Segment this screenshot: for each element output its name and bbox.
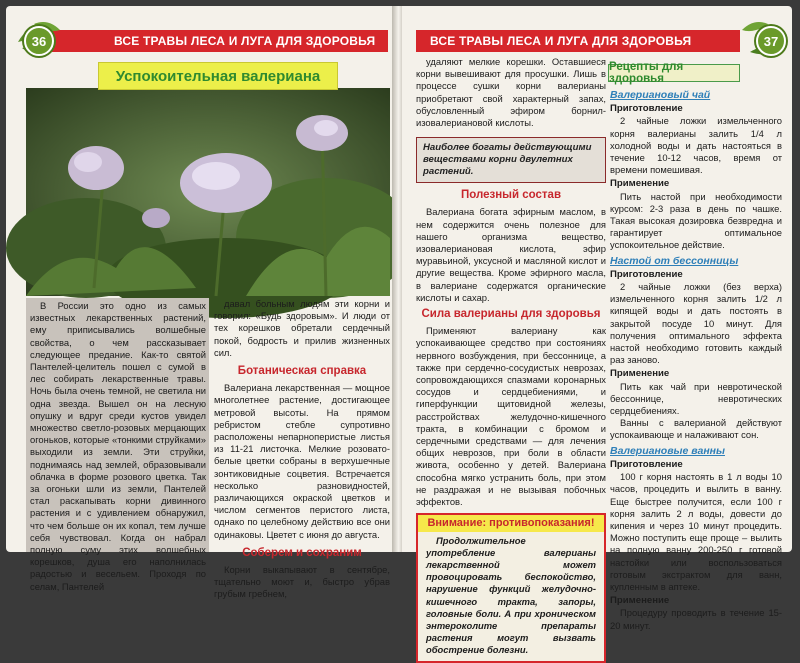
recipe-label: Применение	[610, 178, 670, 190]
valerian-photo	[26, 88, 390, 296]
warning-text: Продолжительное употребление валерианы лекарственной может провоцировать беспокойство, нарушение функций желудочно-кишечного тракта, запоры, головные боли. А при хроническом энтероколите препараты растения могут вызвать обострение болезни.	[426, 534, 596, 656]
recipe-text: Процедуру проводить в течение 15-20 минут.	[610, 607, 782, 631]
recipe-text: 2 чайные ложки измельченного корня валерианы залить 1/4 л холодной воды и дать настояться в течение 10-12 часов, время от времени помешивая.	[610, 115, 782, 176]
collect-heading: Соберем и сохраним	[242, 546, 362, 559]
recipes-title: Рецепты для здоровья	[608, 64, 740, 82]
recipe-title-baths: Валериановые ванны	[610, 444, 725, 457]
collect-text: Корни выкапывают в сентябре, тщательно моют и, быстро убрав грубым гребнем,	[214, 564, 390, 600]
legend-text-1: В России это одно из самых известных лекарственных растений, ему приписывались волшебные свойства, о чем рассказывает следующее предание. Как-то святой Пантелей-целитель пошел с сумой в лес собирать лекарственные травы. Ночь была очень темной, не светила ни одна звезда. Вышел он на лесную опушку и вдруг среди кустов увидел множество светло-розовых мерцающих огоньков, которые «тонкими струйками» выходили из земли. Эти струйки, поднимаясь над землей, образовывали облачка в форме розового цветка. Так за огоньки шли из земли, Пантелей стал раскапывать корни дивинного растения и с удивлением обнаружил, что чем больше он их копал, тем лучше себя чувствовал. Когда он набрал полную суму этих волшебных корешков, душа его наполнилась радостью и весельем. Проходя по селам, Пантелей	[30, 300, 206, 592]
composition-text: Валериана богата эфирным маслом, в нем содержится очень полезное для нашего организма вещество, изовалериановая кислота, эфир муравьиной, уксусной и масляной кислот и другие вещества. Кроме эфирного масла, в валериане содержатся органические кислоты и сахар.	[416, 206, 606, 303]
legend-text-2: давал больным людям эти корни и говорил: «Будь здоровым». И люди от тех корешков обретали сердечный покой, бодрость и прилив жизненных сил.	[214, 298, 390, 358]
recipes-column	[610, 86, 782, 632]
right-column-1	[416, 56, 606, 663]
right-page	[402, 6, 792, 656]
recipe-label: Приготовление	[610, 268, 683, 280]
page-header: ВСЕ ТРАВЫ ЛЕСА И ЛУГА ДЛЯ ЗДОРОВЬЯ	[416, 30, 740, 52]
page-number: 36	[24, 26, 54, 56]
page-header: ВСЕ ТРАВЫ ЛЕСА И ЛУГА ДЛЯ ЗДОРОВЬЯ	[52, 30, 388, 52]
recipe-title-insomnia: Настой от бессонницы	[610, 254, 739, 267]
callout-box: Наиболее богаты действующими веществами корни двулетних растений.	[416, 137, 606, 183]
legend-column-1	[26, 298, 209, 592]
botany-heading: Ботаническая справка	[237, 365, 367, 378]
botany-text: Валериана лекарственная — мощное многолетнее растение, достигающее метровой высоты. На прямом ребристом стебле супротивно расположены непарноперистые листья из 11-21 листочка. Мелкие розовато-белые цветки собраны в верхушечные зонтиковидные соцветия. Встречается несколько разновидностей, различающихся окраской цветков и числом сегментов перистого листа, однако по целебному действию все они одинаковы. Цветет с июня до августа.	[214, 382, 390, 540]
drying-text: удаляют мелкие корешки. Оставшиеся корни вывешивают для просушки. Лишь в процессе сушки корни валерианы приобретают свой характерный запах, обусловленный эфиром борнил-изовалериановой кислоты.	[416, 56, 606, 129]
recipe-text: Пить как чай при невротической бессоннице, невротических сердцебиениях.	[610, 380, 782, 417]
warning-box	[416, 513, 606, 662]
recipe-title-tea: Валериановый чай	[610, 89, 711, 101]
left-page	[6, 6, 394, 600]
recipe-label: Применение	[610, 595, 670, 607]
recipe-text: Пить настой при необходимости курсом: 2-3 раза в день по чашке. Такая высокая дозировка безвредна и гарантирует оптимальное успокоительное действие.	[610, 190, 782, 251]
page-number: 37	[756, 26, 786, 56]
recipe-text: 100 г корня настоять в 1 л воды 10 часов, процедить и вылить в ванну. Еще быстрее получится, если 100 г корня залить 2 л воды, довести до кипения и через 10 минут процедить. Можно поступить еще проще – вылить на полную ванну 200-250 г готовой настойки или воспользоваться готовым экстрактом для ванн, купленным в аптеке.	[610, 471, 782, 592]
recipe-note: Ванны с валерианой действуют успокаивающе и налаживают сон.	[610, 417, 782, 441]
recipe-label: Приготовление	[610, 458, 683, 470]
power-text: Применяют валериану как успокаивающее средство при состояниях нервного возбуждения, при бессоннице, а также при сердечно-сосудистых неврозах, сопровождающихся спазмами коронарных сосудов и сердцебиениями, и гиперфункции щитовидной железы, расстройствах желудочно-кишечного тракта, в комбинации с бромом и сердечными средствами — для лечения общих неврозов, при боли в области живота, особенно у детей. Валериана способна мягко устранить боль, при этом не раздражая и не вызывая побочных эффектов.	[416, 325, 606, 508]
power-heading: Сила валерианы для здоровья	[421, 308, 601, 321]
article-title: Успокоительная валериана	[98, 62, 338, 90]
composition-heading: Полезный состав	[460, 189, 562, 202]
warning-title: Внимание: противопоказания!	[418, 515, 604, 531]
recipe-label: Применение	[610, 368, 670, 380]
article-column-2	[214, 298, 390, 601]
recipe-text: 2 чайные ложки (без верха) измельченного корня залить 1/2 л кипящей воды и дать постоять в закрытой посуде 10 минут. Для получения оптимального эффекта настой необходимо готовить каждый раз заново.	[610, 281, 782, 366]
recipe-label: Приготовление	[610, 103, 683, 115]
